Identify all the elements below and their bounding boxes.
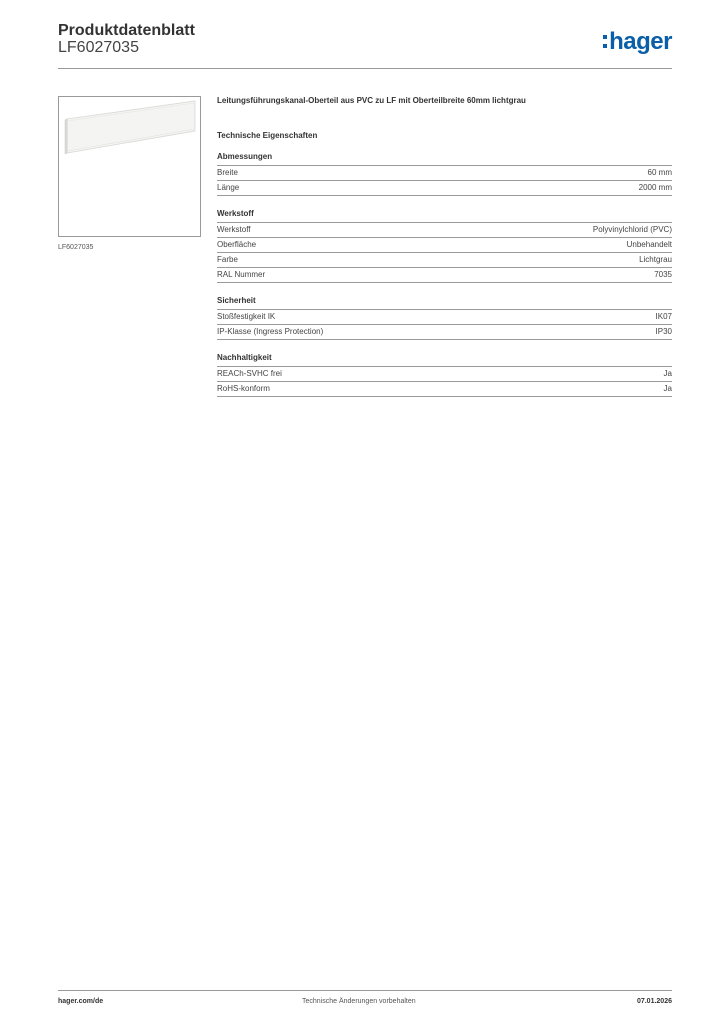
image-caption: LF6027035 xyxy=(58,244,94,251)
group-title: Nachhaltigkeit xyxy=(217,353,672,367)
table-row xyxy=(217,367,672,382)
row-value: Ja xyxy=(663,369,672,378)
document-title: Produktdatenblatt xyxy=(58,22,195,39)
row-value: IP30 xyxy=(655,327,672,336)
row-label: Farbe xyxy=(217,255,238,264)
group-abmessungen xyxy=(217,152,672,196)
row-label: RAL Nummer xyxy=(217,270,266,279)
table-row xyxy=(217,238,672,253)
product-description: Leitungsführungskanal-Oberteil aus PVC zu LF mit Oberteilbreite 60mm lichtgrau xyxy=(217,96,526,105)
group-nachhaltigkeit xyxy=(217,353,672,397)
table-row xyxy=(217,166,672,181)
cable-duct-cover-image xyxy=(59,97,200,236)
table-row xyxy=(217,253,672,268)
product-number: LF6027035 xyxy=(58,39,139,56)
footer-notice: Technische Änderungen vorbehalten xyxy=(302,998,416,1005)
section-heading: Technische Eigenschaften xyxy=(217,131,318,140)
row-value: 2000 mm xyxy=(638,183,672,192)
table-row xyxy=(217,382,672,397)
row-value: 60 mm xyxy=(647,168,672,177)
table-row xyxy=(217,268,672,283)
page-header xyxy=(58,20,672,68)
row-label: REACh-SVHC frei xyxy=(217,369,282,378)
hager-logo xyxy=(603,28,672,56)
group-werkstoff xyxy=(217,209,672,283)
row-value: Ja xyxy=(663,384,672,393)
header-divider xyxy=(58,68,672,69)
footer-divider xyxy=(58,990,672,991)
group-title: Abmessungen xyxy=(217,152,672,166)
product-image xyxy=(58,96,201,237)
row-value: 7035 xyxy=(654,270,672,279)
row-label: Oberfläche xyxy=(217,240,257,249)
footer-website-link[interactable]: hager.com/de xyxy=(58,998,104,1005)
row-label: RoHS-konform xyxy=(217,384,270,393)
logo-colon-icon xyxy=(603,35,607,48)
group-title: Sicherheit xyxy=(217,296,672,310)
row-value: Unbehandelt xyxy=(626,240,672,249)
row-label: Stoßfestigkeit IK xyxy=(217,312,276,321)
table-row xyxy=(217,325,672,340)
row-value: Polyvinylchlorid (PVC) xyxy=(592,225,672,234)
row-value: Lichtgrau xyxy=(639,255,672,264)
row-label: Werkstoff xyxy=(217,225,251,234)
footer-date: 07.01.2026 xyxy=(636,998,672,1005)
logo-text: hager xyxy=(609,28,672,55)
table-row xyxy=(217,310,672,325)
table-row xyxy=(217,181,672,196)
table-row xyxy=(217,223,672,238)
row-label: Länge xyxy=(217,183,240,192)
row-label: IP-Klasse (Ingress Protection) xyxy=(217,327,324,336)
row-value: IK07 xyxy=(655,312,672,321)
row-label: Breite xyxy=(217,168,238,177)
product-content xyxy=(217,96,672,397)
group-sicherheit xyxy=(217,296,672,340)
group-title: Werkstoff xyxy=(217,209,672,223)
